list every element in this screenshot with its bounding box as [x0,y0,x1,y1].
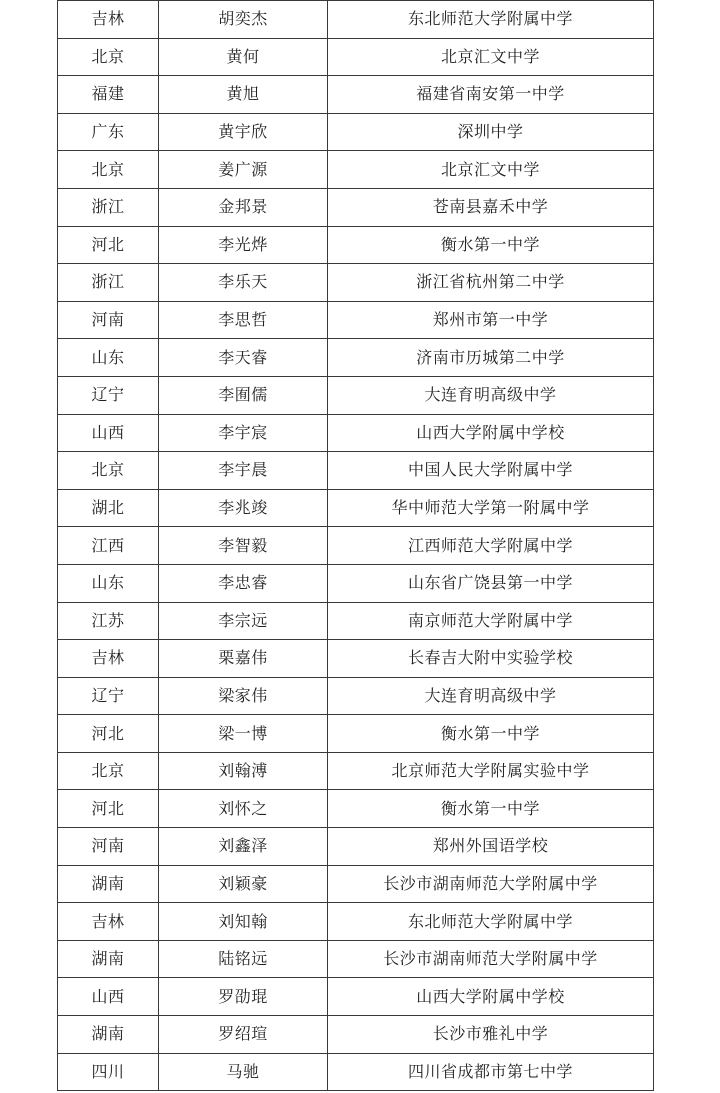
school-cell: 福建省南安第一中学 [328,76,654,114]
table-row [58,790,654,828]
table-row [58,903,654,941]
name-cell: 陆铭远 [159,940,328,978]
table-row [58,452,654,490]
table-row [58,527,654,565]
name-cell: 李宇晨 [159,452,328,490]
province-cell: 湖南 [58,940,159,978]
school-cell: 济南市历城第二中学 [328,339,654,377]
name-cell: 刘鑫泽 [159,828,328,866]
school-cell: 江西师范大学附属中学 [328,527,654,565]
province-cell: 吉林 [58,640,159,678]
table-row [58,151,654,189]
school-cell: 衡水第一中学 [328,790,654,828]
table-row [58,640,654,678]
name-cell: 栗嘉伟 [159,640,328,678]
province-cell: 河北 [58,226,159,264]
school-cell: 华中师范大学第一附属中学 [328,489,654,527]
school-cell: 长沙市湖南师范大学附属中学 [328,940,654,978]
province-cell: 山东 [58,564,159,602]
province-cell: 山东 [58,339,159,377]
table-row [58,113,654,151]
school-cell: 东北师范大学附属中学 [328,903,654,941]
roster-table-body [58,1,654,1091]
province-cell: 广东 [58,113,159,151]
province-cell: 河北 [58,715,159,753]
province-cell: 辽宁 [58,376,159,414]
province-cell: 吉林 [58,903,159,941]
name-cell: 李乐天 [159,264,328,302]
table-row [58,828,654,866]
name-cell: 李囿儒 [159,376,328,414]
school-cell: 郑州外国语学校 [328,828,654,866]
table-row [58,339,654,377]
province-cell: 河北 [58,790,159,828]
school-cell: 山西大学附属中学校 [328,978,654,1016]
table-row [58,376,654,414]
table-row [58,1053,654,1091]
name-cell: 罗绍瑄 [159,1016,328,1054]
province-cell: 北京 [58,151,159,189]
province-cell: 山西 [58,414,159,452]
province-cell: 四川 [58,1053,159,1091]
province-cell: 江西 [58,527,159,565]
school-cell: 长春吉大附中实验学校 [328,640,654,678]
name-cell: 刘怀之 [159,790,328,828]
name-cell: 刘颖豪 [159,865,328,903]
province-cell: 山西 [58,978,159,1016]
name-cell: 李智毅 [159,527,328,565]
province-cell: 北京 [58,38,159,76]
province-cell: 江苏 [58,602,159,640]
name-cell: 李思哲 [159,301,328,339]
school-cell: 山东省广饶县第一中学 [328,564,654,602]
school-cell: 大连育明高级中学 [328,376,654,414]
name-cell: 李天睿 [159,339,328,377]
province-cell: 河南 [58,301,159,339]
table-row [58,1016,654,1054]
table-row [58,264,654,302]
name-cell: 梁一博 [159,715,328,753]
school-cell: 北京汇文中学 [328,151,654,189]
province-cell: 北京 [58,452,159,490]
school-cell: 四川省成都市第七中学 [328,1053,654,1091]
table-row [58,226,654,264]
school-cell: 中国人民大学附属中学 [328,452,654,490]
table-row [58,752,654,790]
school-cell: 衡水第一中学 [328,226,654,264]
table-row [58,940,654,978]
school-cell: 长沙市雅礼中学 [328,1016,654,1054]
name-cell: 黄宇欣 [159,113,328,151]
name-cell: 李宗远 [159,602,328,640]
name-cell: 梁家伟 [159,677,328,715]
province-cell: 湖北 [58,489,159,527]
table-row [58,865,654,903]
school-cell: 郑州市第一中学 [328,301,654,339]
school-cell: 深圳中学 [328,113,654,151]
school-cell: 衡水第一中学 [328,715,654,753]
table-row [58,38,654,76]
table-row [58,677,654,715]
province-cell: 浙江 [58,264,159,302]
table-row [58,978,654,1016]
province-cell: 吉林 [58,1,159,39]
name-cell: 马驰 [159,1053,328,1091]
name-cell: 金邦景 [159,188,328,226]
table-row [58,1,654,39]
name-cell: 李忠睿 [159,564,328,602]
province-cell: 福建 [58,76,159,114]
school-cell: 北京汇文中学 [328,38,654,76]
school-cell: 大连育明高级中学 [328,677,654,715]
name-cell: 黄旭 [159,76,328,114]
name-cell: 李兆竣 [159,489,328,527]
name-cell: 黄何 [159,38,328,76]
province-cell: 浙江 [58,188,159,226]
province-cell: 北京 [58,752,159,790]
roster-table [57,0,654,1091]
province-cell: 湖南 [58,865,159,903]
table-row [58,715,654,753]
table-row [58,602,654,640]
table-row [58,414,654,452]
name-cell: 罗劭琨 [159,978,328,1016]
name-cell: 胡奕杰 [159,1,328,39]
province-cell: 湖南 [58,1016,159,1054]
table-row [58,564,654,602]
school-cell: 南京师范大学附属中学 [328,602,654,640]
school-cell: 东北师范大学附属中学 [328,1,654,39]
table-row [58,301,654,339]
school-cell: 浙江省杭州第二中学 [328,264,654,302]
province-cell: 辽宁 [58,677,159,715]
table-row [58,188,654,226]
name-cell: 刘知翰 [159,903,328,941]
name-cell: 姜广源 [159,151,328,189]
school-cell: 山西大学附属中学校 [328,414,654,452]
school-cell: 长沙市湖南师范大学附属中学 [328,865,654,903]
table-row [58,489,654,527]
name-cell: 李宇宸 [159,414,328,452]
school-cell: 苍南县嘉禾中学 [328,188,654,226]
name-cell: 刘翰溥 [159,752,328,790]
province-cell: 河南 [58,828,159,866]
name-cell: 李光烨 [159,226,328,264]
school-cell: 北京师范大学附属实验中学 [328,752,654,790]
table-row [58,76,654,114]
